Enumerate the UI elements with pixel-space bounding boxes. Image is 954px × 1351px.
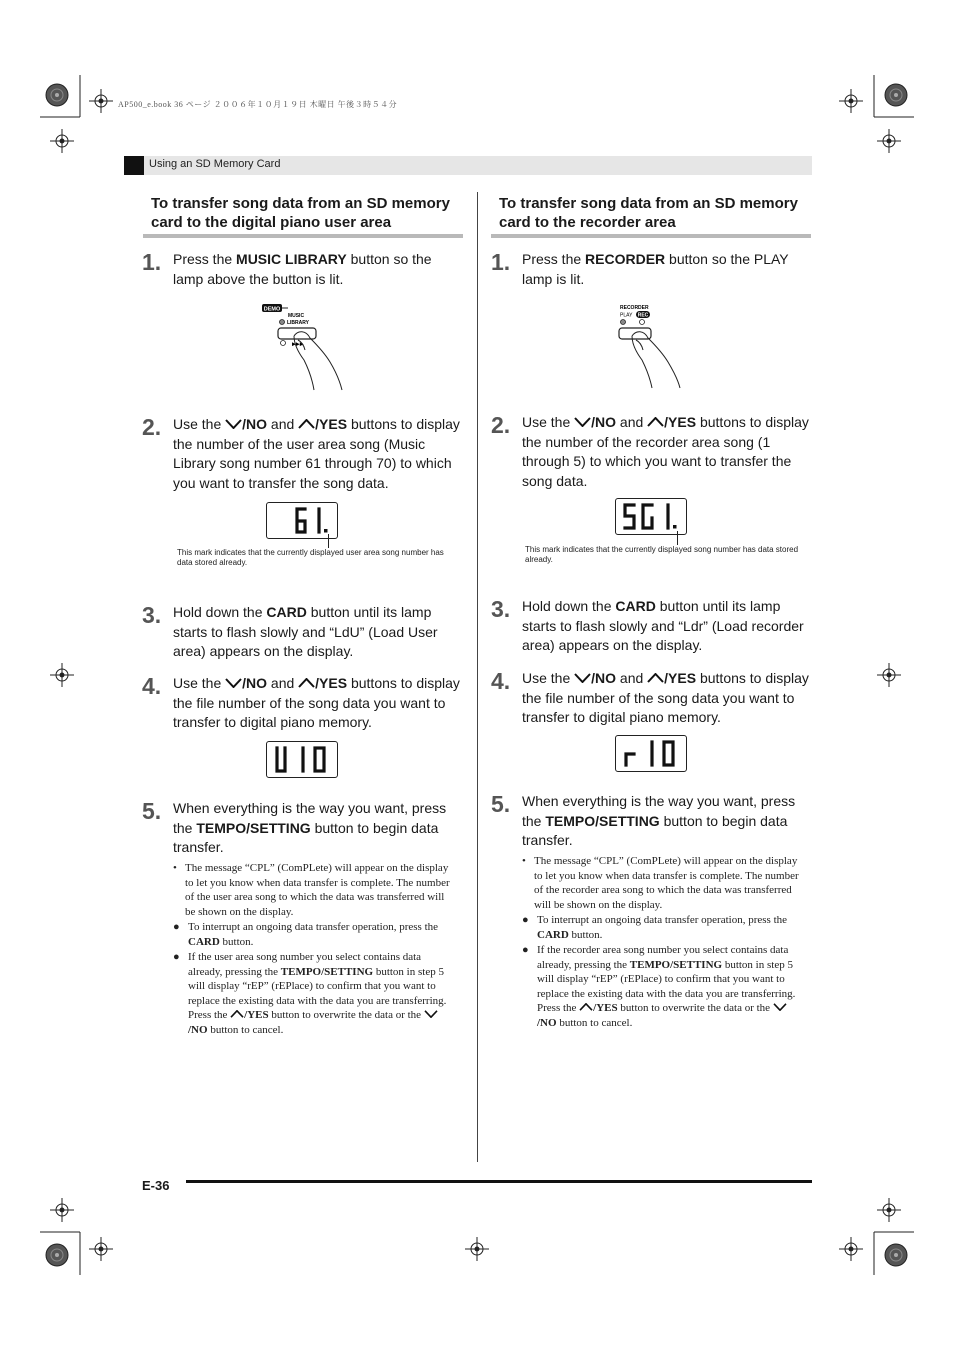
press-hand-icon <box>632 332 680 388</box>
right-step-3-text: Hold down the CARD button until its lamp starts to flash slowly and “Ldr” (Load recorder area) appears on the display. <box>522 598 804 654</box>
left-step-1-text: Press the MUSIC LIBRARY button so the lamp above the button is lit. <box>173 251 432 287</box>
play-lamp-icon <box>621 320 626 325</box>
running-header-marker <box>124 156 144 175</box>
left-section-title: To transfer song data from an SD memory card to the digital piano user area <box>151 195 450 231</box>
right-section-title: To transfer song data from an SD memory card to the recorder area <box>499 195 798 231</box>
rec-label: REC <box>637 312 649 319</box>
left-step-2-text: Use the /NO and /YES buttons to display the number of the user area song (Music Library song number 61 through 70) to which you want to transfer the song data. <box>173 416 460 491</box>
print-header: AP500_e.book 36 ページ ２００６年１０月１９日 木曜日 午後３時５４分 <box>118 100 398 109</box>
rec-lamp-icon <box>640 320 645 325</box>
page-number: E-36 <box>142 1178 170 1193</box>
left-section-rule <box>143 234 463 238</box>
sub-label: ▶▶▶ <box>292 341 304 348</box>
chevron-down-icon <box>773 1003 787 1011</box>
left-step-3-number: 3. <box>142 602 162 628</box>
demo-label: DEMO <box>263 306 281 313</box>
right-section-rule <box>491 234 811 238</box>
caption-pointer <box>328 534 329 548</box>
right-lcd-caption: This mark indicates that the currently displayed song number has data stored already. <box>525 545 799 564</box>
note-item: ● If the user area song number you select contains data already, pressing the TEMPO/SETTING button in step 5 will display “rEP” (rEPlace) to confirm that you want to replace the existing data with the data you are transferring. Press the /YES button to overwrite the data or the /NO button to cancel. <box>173 951 447 1036</box>
music-library-button-illustration <box>258 300 353 392</box>
lcd-display-file-u10 <box>266 741 338 778</box>
right-step-4-number: 4. <box>491 668 511 694</box>
chevron-up-icon <box>647 673 664 683</box>
left-notes <box>172 861 454 1038</box>
footer-rule <box>186 1180 812 1183</box>
recorder-button-illustration <box>614 300 694 392</box>
lamp-icon <box>280 320 285 325</box>
data-stored-mark <box>324 529 328 533</box>
running-header-text: Using an SD Memory Card <box>149 158 281 170</box>
chevron-down-icon <box>424 1010 438 1018</box>
right-step-1-number: 1. <box>491 249 511 275</box>
left-step-5-text: When everything is the way you want, press the TEMPO/SETTING button to begin data transfer. <box>173 800 447 856</box>
chevron-up-icon <box>298 419 315 429</box>
chevron-down-icon <box>574 417 591 427</box>
chevron-up-icon <box>298 678 315 688</box>
chevron-up-icon <box>647 417 664 427</box>
note-item: • The message “CPL” (ComPLete) will appear on the display to let you know when data transfer is complete. The number of the user area song to which the data was transferred will be shown on the display. <box>173 862 450 918</box>
music-label: MUSIC <box>287 313 305 319</box>
lcd-display-file-r10 <box>615 735 687 772</box>
left-step-4-text: Use the /NO and /YES buttons to display the file number of the song data you want to transfer to digital piano memory. <box>173 675 460 731</box>
note-item: • The message “CPL” (ComPLete) will appear on the display to let you know when data transfer is complete. The number of the recorder area song to which the data was transferred will be shown on the display. <box>522 855 799 911</box>
right-notes <box>521 854 803 1031</box>
chevron-down-icon <box>225 678 242 688</box>
chevron-up-icon <box>579 1003 593 1011</box>
note-item: ● To interrupt an ongoing data transfer operation, press the CARD button. <box>173 921 439 948</box>
right-step-3-number: 3. <box>491 596 511 622</box>
left-step-3-text: Hold down the CARD button until its lamp starts to flash slowly and “LdU” (Load User area) appears on the display. <box>173 604 438 660</box>
note-item: ● To interrupt an ongoing data transfer operation, press the CARD button. <box>522 914 788 941</box>
chevron-down-icon <box>574 673 591 683</box>
press-hand-icon <box>294 332 342 390</box>
chevron-down-icon <box>225 419 242 429</box>
right-step-4-text: Use the /NO and /YES buttons to display the file number of the song data you want to transfer to digital piano memory. <box>522 670 809 726</box>
left-lcd-caption: This mark indicates that the currently displayed user area song number has data stored already. <box>177 548 444 567</box>
left-step-1-number: 1. <box>142 249 162 275</box>
left-step-2-number: 2. <box>142 414 162 440</box>
left-step-5-number: 5. <box>142 798 162 824</box>
recorder-label: RECORDER <box>620 305 649 311</box>
left-step-4-number: 4. <box>142 673 162 699</box>
running-header <box>124 156 812 175</box>
caption-pointer <box>677 531 678 545</box>
lcd-display-song-sg1 <box>615 498 687 535</box>
right-step-2-text: Use the /NO and /YES buttons to display the number of the recorder area song (1 through 5) to which you want to transfer the song data. <box>522 414 809 489</box>
library-label: LIBRARY <box>286 320 310 326</box>
play-label: PLAY <box>620 312 633 319</box>
right-step-5-text: When everything is the way you want, press the TEMPO/SETTING button to begin data transfer. <box>522 793 796 849</box>
right-step-1-text: Press the RECORDER button so the PLAY lamp is lit. <box>522 251 789 287</box>
chevron-up-icon <box>230 1010 244 1018</box>
note-item: ● If the recorder area song number you select contains data already, pressing the TEMPO/SETTING button in step 5 will display “rEP” (rEPlace) to confirm that you want to replace the existing data with the data you are transferring. Press the /YES button to overwrite the data or the /NO button to cancel. <box>522 944 796 1029</box>
column-divider <box>477 192 478 1162</box>
data-stored-mark <box>673 525 677 529</box>
right-step-5-number: 5. <box>491 791 511 817</box>
right-step-2-number: 2. <box>491 412 511 438</box>
